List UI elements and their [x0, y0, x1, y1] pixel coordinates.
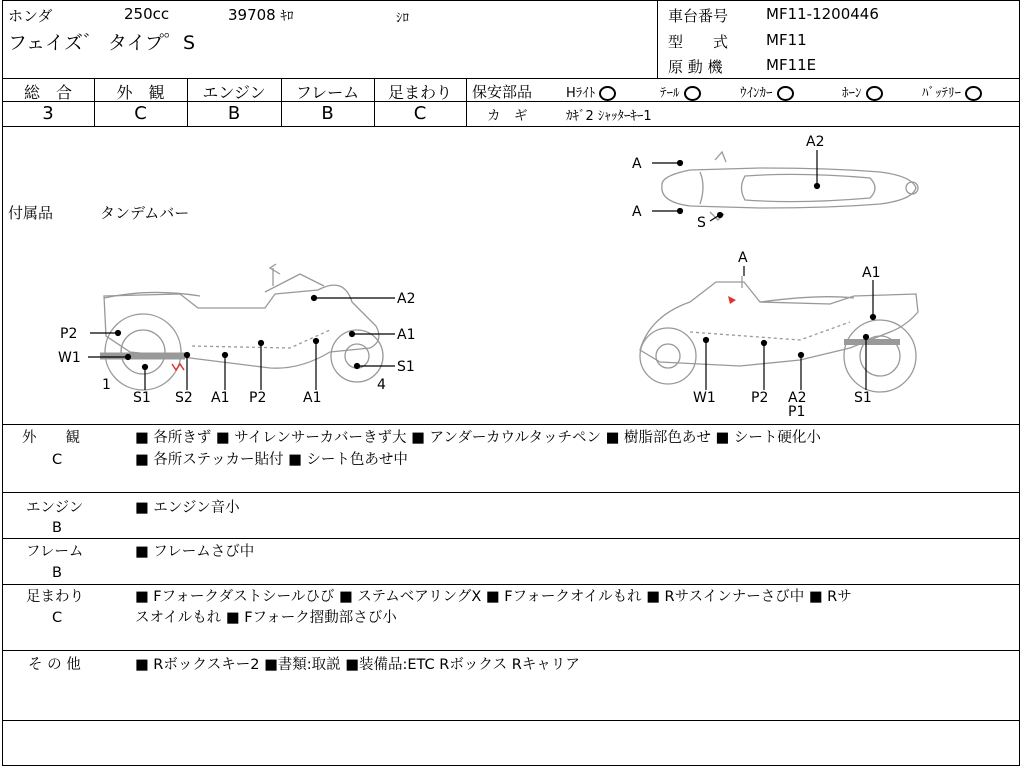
safety-item-tail: ﾃｰﾙ	[660, 82, 701, 101]
diagram-label: 1	[102, 377, 111, 393]
divider	[2, 584, 1020, 585]
displacement: 250cc	[124, 5, 170, 23]
diagram-label: W1	[58, 350, 81, 366]
damage-mark	[172, 364, 184, 370]
diagram-label: S1	[397, 359, 415, 375]
diagram-label: 4	[377, 377, 386, 393]
divider	[466, 101, 1020, 102]
note-category-suspension: 足まわり	[26, 589, 84, 605]
motorcycle-diagram	[0, 126, 1024, 424]
note-grade-frame: B	[52, 565, 62, 581]
diagram-label: A2	[397, 291, 416, 307]
diagram-label: P2	[60, 326, 78, 342]
safety-item-battery: ﾊﾞｯﾃﾘｰ	[922, 82, 982, 101]
note-category-frame: フレーム	[26, 544, 84, 560]
diagram-label: A	[738, 250, 748, 266]
diagram-label: P2	[249, 390, 267, 406]
diagram-label: A1	[397, 327, 416, 343]
engine-model-label: 原 動 機	[668, 58, 723, 76]
model-name: フェイズ゛ タイプ゜S	[8, 32, 196, 54]
diagram-label: A	[632, 156, 642, 172]
diagram-label: P2	[751, 390, 769, 406]
chassis-value: MF11-1200446	[766, 5, 879, 23]
ok-circle-icon	[965, 86, 982, 101]
grade-frame: B	[321, 103, 334, 124]
type-value: MF11	[766, 31, 807, 49]
key-label: カ ギ	[487, 108, 528, 124]
accessories-label: 付属品	[8, 204, 54, 222]
divider	[2, 720, 1020, 721]
note-line: ■ 各所ステッカー貼付 ■ シート色あせ中	[135, 452, 408, 468]
mileage: 39708 ｷﾛ	[228, 6, 294, 24]
note-grade-exterior: C	[52, 452, 63, 468]
diagram-label: S	[697, 215, 706, 231]
note-category-engine: エンジン	[26, 500, 84, 516]
grade-header-total: 総 合	[23, 83, 72, 102]
diagram-label: A2	[806, 134, 825, 150]
grade-header-exterior: 外 観	[116, 83, 165, 102]
color: ｼﾛ	[396, 11, 409, 26]
note-line: ■ フレームさび中	[135, 544, 255, 560]
divider	[2, 538, 1020, 539]
diagram-label: S1	[133, 390, 151, 406]
diagram-label: A	[632, 204, 642, 220]
divider	[2, 650, 1020, 651]
grade-total: 3	[42, 103, 54, 124]
safety-item-horn: ﾎｰﾝ	[842, 82, 883, 101]
safety-label: 保安部品	[472, 83, 533, 101]
maker: ホンダ	[8, 7, 53, 25]
diagram-label: A1	[211, 390, 230, 406]
note-line: ■ Rボックスキー2 ■書類:取説 ■装備品:ETC Rボックス Rキャリア	[135, 657, 580, 673]
divider	[2, 78, 1020, 79]
diagram-label: A1	[303, 390, 322, 406]
grade-engine: B	[227, 103, 241, 124]
divider	[2, 492, 1020, 493]
note-line: ■ 各所きず ■ サイレンサーカバーきず大 ■ アンダーカウルタッチペン ■ 樹脂部色あせ ■ シート硬化小	[135, 430, 821, 446]
diagram-label: S1	[854, 390, 872, 406]
right-view-scooter	[640, 276, 918, 392]
note-line: ■ エンジン音小	[135, 500, 240, 516]
chassis-label: 車台番号	[668, 7, 729, 25]
note-line: ■ Fフォークダストシールひび ■ ステムベアリングX ■ Fフォークオイルもれ ■ Rサスインナーさび中 ■ Rサ	[135, 589, 852, 605]
note-grade-engine: B	[52, 520, 62, 536]
safety-item-headlight: Hﾗｲﾄ	[566, 82, 616, 101]
note-category-exterior: 外 観	[22, 430, 80, 446]
note-grade-suspension: C	[52, 610, 63, 626]
left-view-scooter	[100, 264, 383, 390]
damage-mark	[728, 296, 736, 304]
diagram-label: A2	[788, 390, 807, 406]
divider	[2, 424, 1020, 425]
top-view-scooter	[662, 152, 918, 220]
note-category-other: そ の 他	[28, 657, 81, 673]
diagram-label: W1	[693, 390, 716, 406]
grade-header-suspension: 足まわり	[387, 83, 452, 102]
accessories-value: タンデムバー	[100, 204, 190, 222]
diagram-label: S2	[175, 390, 193, 406]
safety-item-winker: ｳｲﾝｶｰ	[740, 82, 794, 101]
grade-header-frame: フレーム	[295, 83, 360, 102]
type-label: 型 式	[668, 33, 729, 51]
header-divider	[657, 0, 658, 78]
diagram-label: P1	[788, 404, 806, 420]
divider	[466, 78, 467, 126]
diagram-label: A1	[862, 265, 881, 281]
ok-circle-icon	[684, 86, 701, 101]
grade-header-engine: エンジン	[202, 83, 266, 102]
grade-suspension: C	[413, 103, 427, 124]
note-line: スオイルもれ ■ Fフォーク摺動部さび小	[135, 610, 397, 626]
grade-exterior: C	[134, 103, 147, 124]
ok-circle-icon	[777, 86, 794, 101]
ok-circle-icon	[866, 86, 883, 101]
ok-circle-icon	[599, 86, 616, 101]
engine-model-value: MF11E	[766, 56, 817, 74]
key-value: ｶｷﾞ2 ｼｬｯﾀｰｷｰ1	[566, 109, 652, 124]
